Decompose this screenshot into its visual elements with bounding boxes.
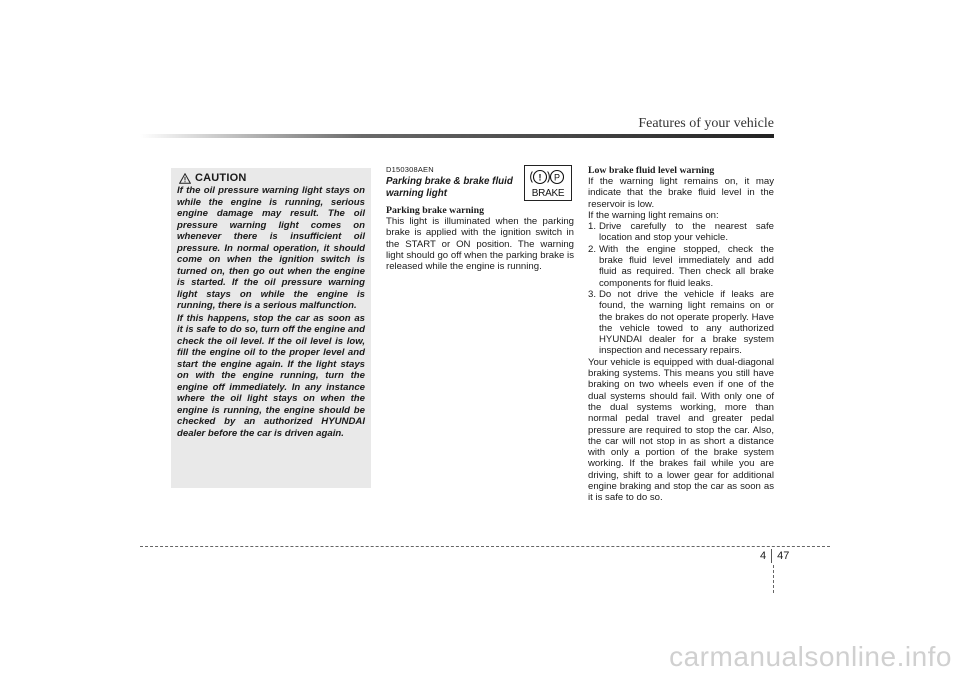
caution-paragraph-1: If the oil pressure warning light stays on while the engine is running, serious engine damage may result. The oil pressure warning light comes on whenever there is insufficient oil pressure. In normal operation, it should come on when the ignition switch is turned on, then go out when the engine is started. If the oil pressure warning light stays on while the engine is running, there is a serious malfunction.	[177, 185, 365, 311]
section-code: D150308AEN	[386, 165, 434, 174]
step-number: 2.	[588, 243, 597, 255]
caution-paragraph-2: If this happens, stop the car as soon as it is safe to do so, turn off the engine and check the oil level. If the oil level is low, fill the engine oil to the proper level and start the engine again. If the light stays on with the engine running, turn the engine off immediately. In any instance where the oil light stays on when the engine is running, the engine should be checked by an authorized HYUNDAI dealer before the car is driven again.	[177, 312, 365, 439]
warning-triangle-icon	[179, 173, 191, 184]
footer-vertical-rule	[773, 565, 774, 593]
caution-title: CAUTION	[195, 172, 247, 184]
page-number	[760, 549, 789, 563]
step-number: 1.	[588, 221, 597, 233]
caution-box	[171, 168, 371, 488]
brake-icon-p: P	[553, 172, 561, 183]
brake-fluid-section	[588, 165, 774, 504]
watermark: carmanualsonline.info	[669, 641, 952, 672]
parking-brake-section	[386, 165, 574, 272]
caution-header	[179, 172, 365, 184]
brake-fluid-lead: If the warning light remains on:	[588, 209, 719, 221]
step-text: Do not drive the vehicle if leaks are found, the warning light remains on or the brakes do not operate properly. Have the vehicle towed to any authorized HYUNDAI dealer for a brake system inspection and necessary repairs.	[599, 288, 774, 357]
brake-icon-exclamation: !	[538, 172, 542, 183]
list-item	[588, 221, 774, 244]
footer-rule	[140, 546, 830, 547]
brake-fluid-intro: If the warning light remains on, it may indicate that the brake fluid level in the reservoir is low.	[588, 176, 774, 210]
header-rule	[140, 134, 774, 138]
page-number-divider	[771, 549, 772, 563]
step-text: Drive carefully to the nearest safe location and stop your vehicle.	[599, 221, 774, 244]
list-item	[588, 289, 774, 357]
parking-brake-heading: Parking brake warning	[386, 205, 484, 216]
section-subheading: Parking brake & brake fluid warning light	[386, 176, 513, 199]
page-header-title: Features of your vehicle	[638, 116, 774, 131]
list-item	[588, 244, 774, 289]
brake-warning-icon	[524, 165, 572, 201]
page-number-value: 47	[777, 550, 790, 562]
brake-fluid-closing: Your vehicle is equipped with dual-diagonal braking systems. This means you still have braking on two wheels even if one of the dual systems should fail. With only one of the dual systems working, more than normal pedal travel and greater pedal pressure are required to stop the car. Also, the car will not stop in as short a distance with only a portion of the brake system working. If the brakes fail while you are driving, shift to a lower gear for additional engine braking and stop the car as soon as it is safe to do so.	[588, 356, 774, 504]
step-number: 3.	[588, 288, 597, 300]
brake-icon-label: BRAKE	[531, 188, 565, 199]
parking-brake-body: This light is illuminated when the parking brake is applied with the ignition switch in the START or ON position. The warning light should go off when the parking brake is released while the engine is running.	[386, 216, 574, 273]
chapter-number: 4	[760, 550, 767, 562]
step-text: With the engine stopped, check the brake fluid level immediately and add fluid as required. Then check all brake components for fluid leaks.	[599, 243, 774, 289]
brake-fluid-steps	[588, 221, 774, 357]
brake-fluid-heading: Low brake fluid level warning	[588, 165, 715, 176]
